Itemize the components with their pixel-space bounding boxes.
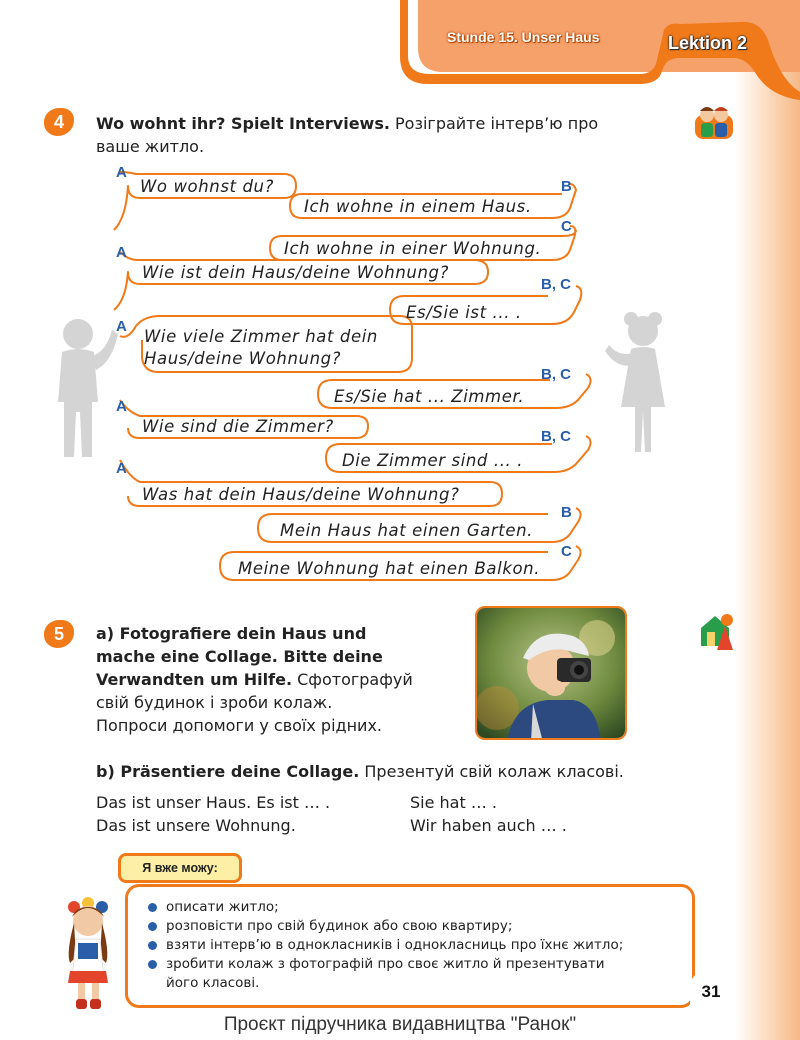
speaker-label: C [561,218,572,235]
speaker-label: C [561,543,572,560]
speaker-label: B [561,178,572,195]
collage-icon [697,610,735,650]
task-4-title: Wo wohnt ihr? Spielt Interviews. [96,114,390,133]
task-4-instruction-ua-2: ваше житло. [96,137,205,156]
dialog-line: Die Zimmer sind ... . [342,451,524,470]
dialog-line: Ich wohne in einem Haus. [304,197,532,216]
speaker-label: A [116,318,127,335]
dialog-line: Wie sind die Zimmer? [142,417,334,436]
task-5b-ua: Презентуй свій колаж класові. [364,762,624,781]
dialog-line: Es/Sie ist ... . [406,303,522,322]
dialog-line: Wo wohnst du? [140,177,274,196]
child-with-camera-photo [475,606,627,740]
speaker-label: B, C [541,366,571,383]
list-item: зробити колаж з фотографій про своє житло й презентувати [146,955,686,974]
bullet-icon [148,941,157,950]
girl-silhouette [603,307,683,457]
lektion-chip: Lektion 2 [668,33,748,53]
speaker-label: A [116,244,127,261]
dialog-line: Es/Sie hat ... Zimmer. [334,387,525,406]
task-5a-bold-3: Verwandten um Hilfe. [96,670,293,689]
dialog-line: Was hat dein Haus/deine Wohnung? [142,485,460,504]
task-5a-bold-2: mache eine Collage. Bitte deine [96,647,383,666]
task-5a-instruction [96,622,466,737]
bullet-icon [148,960,157,969]
can-do-label: Я вже можу: [142,861,218,875]
bullet-icon [148,903,157,912]
speaker-label: A [116,460,127,477]
side-gradient [735,0,800,1040]
dialogue-area [100,160,610,590]
page-number: 31 [690,972,732,1012]
task-5a-ua-3: Попроси допомоги у своїх рідних. [96,716,383,735]
girl-in-costume-illustration [52,893,126,1013]
dialog-line: Wie ist dein Haus/deine Wohnung? [142,263,449,282]
speaker-label: B, C [541,276,571,293]
speaker-label: B [561,504,572,521]
pair-work-icon [693,101,735,141]
task-5a-ua-1: Сфотографуй [297,670,413,689]
phrase-right-1: Sie hat … . [410,793,498,812]
lesson-title-chip: Stunde 15. Unser Haus [447,29,600,45]
dialog-line: Haus/deine Wohnung? [144,349,342,368]
task-4-instruction [96,112,656,158]
task-5a-bold-1: a) Fotografiere dein Haus und [96,624,367,643]
can-do-list [146,898,686,993]
task-5b-bold: b) Präsentiere deine Collage. [96,762,360,781]
phrase-left-1: Das ist unser Haus. Es ist … . [96,793,331,812]
dialog-line: Ich wohne in einer Wohnung. [284,239,542,258]
list-item-continuation: його класові. [166,975,260,991]
speaker-label: A [116,398,127,415]
dialog-line: Mein Haus hat einen Garten. [280,521,534,540]
dialog-line: Meine Wohnung hat einen Balkon. [238,559,541,578]
bullet-icon [148,922,157,931]
list-item: розповісти про свій будинок або свою квартиру; [146,917,686,936]
task-4-instruction-ua-1: Розіграйте інтерв’ю про [395,114,599,133]
speaker-label: A [116,164,127,181]
list-item: описати житло; [146,898,686,917]
task-5a-ua-2: свій будинок і зроби колаж. [96,693,333,712]
speaker-label: B, C [541,428,571,445]
list-item: взяти інтерв’ю в однокласників і однокласниць про їхнє житло; [146,936,686,955]
phrase-right-2: Wir haben auch … . [410,816,567,835]
can-do-tag [118,853,242,883]
footer-text: Проєкт підручника видавництва "Ранок" [223,1014,577,1035]
dialog-line: Wie viele Zimmer hat dein [144,327,378,346]
task-5-number: 5 [44,620,74,648]
task-4-number: 4 [44,108,74,136]
task-5b-instruction [96,760,716,783]
phrase-left-2: Das ist unsere Wohnung. [96,816,296,835]
